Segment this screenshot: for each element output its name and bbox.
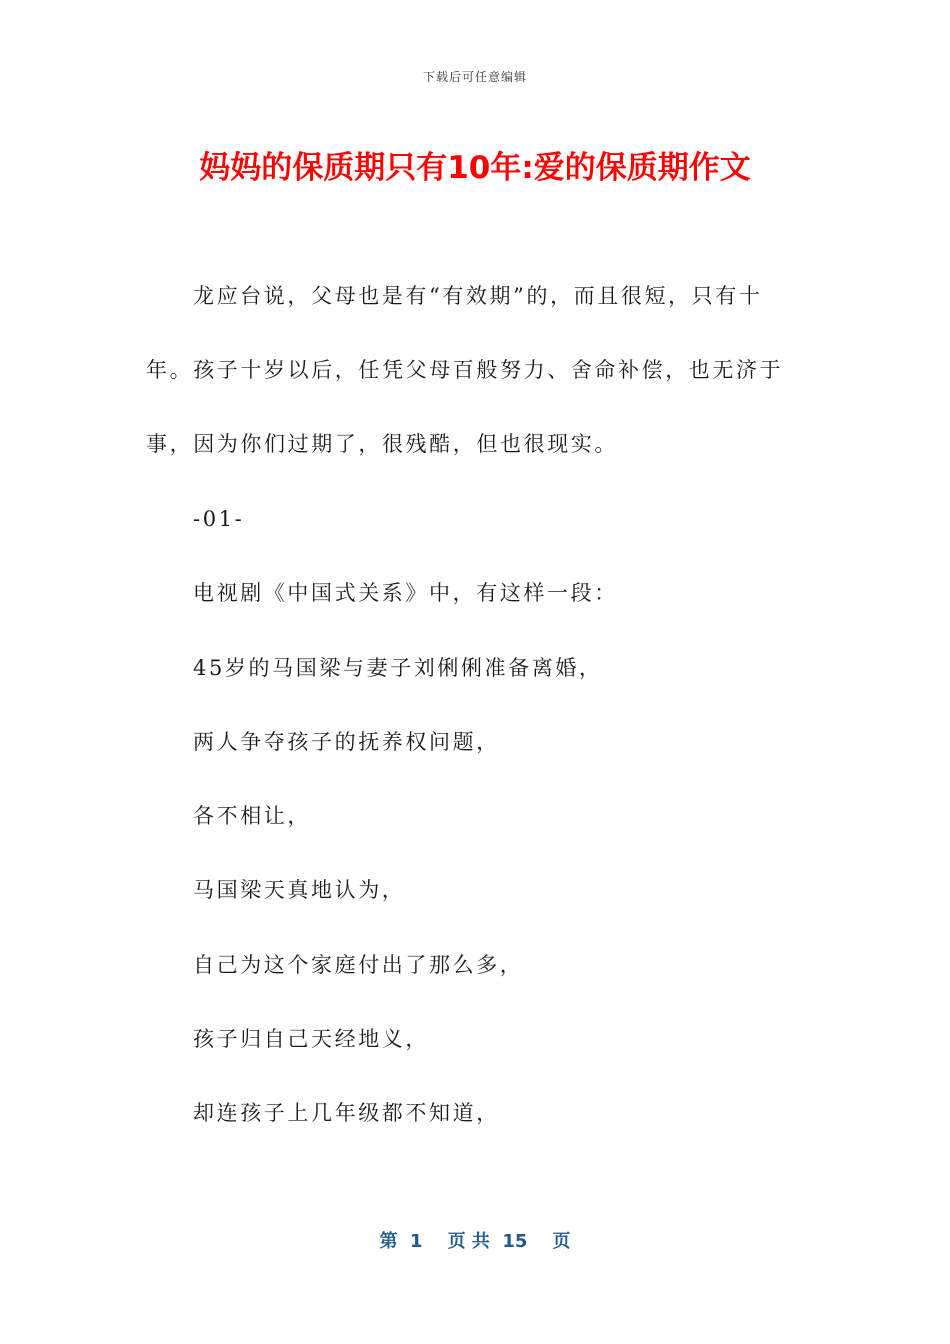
document-title: 妈妈的保质期只有10年:爱的保质期作文 xyxy=(199,150,751,186)
paragraph-intro-line-3: 事，因为你们过期了，很残酷，但也很现实。 xyxy=(146,432,618,456)
header-note: 下载后可任意编辑 xyxy=(422,70,527,84)
section-marker: -01- xyxy=(193,507,245,531)
paragraph-6: 自己为这个家庭付出了那么多， xyxy=(193,953,524,977)
paragraph-8: 却连孩子上几年级都不知道， xyxy=(193,1101,500,1125)
paragraph-1: 电视剧《中国式关系》中，有这样一段： xyxy=(193,581,618,605)
paragraph-5: 马国梁天真地认为， xyxy=(193,878,406,902)
paragraph-intro-line-2: 年。孩子十岁以后，任凭父母百般努力、舍命补偿，也无济于 xyxy=(146,358,784,382)
paragraph-4: 各不相让， xyxy=(193,804,311,828)
paragraph-3: 两人争夺孩子的抚养权问题， xyxy=(193,730,500,754)
paragraph-intro-line-1: 龙应台说，父母也是有“有效期”的，而且很短，只有十 xyxy=(193,284,763,308)
paragraph-7: 孩子归自己天经地义， xyxy=(193,1027,429,1051)
page-number-footer: 第 1 页 共 15 页 xyxy=(379,1231,571,1252)
paragraph-2: 45岁的马国梁与妻子刘俐俐准备离婚， xyxy=(193,656,603,680)
